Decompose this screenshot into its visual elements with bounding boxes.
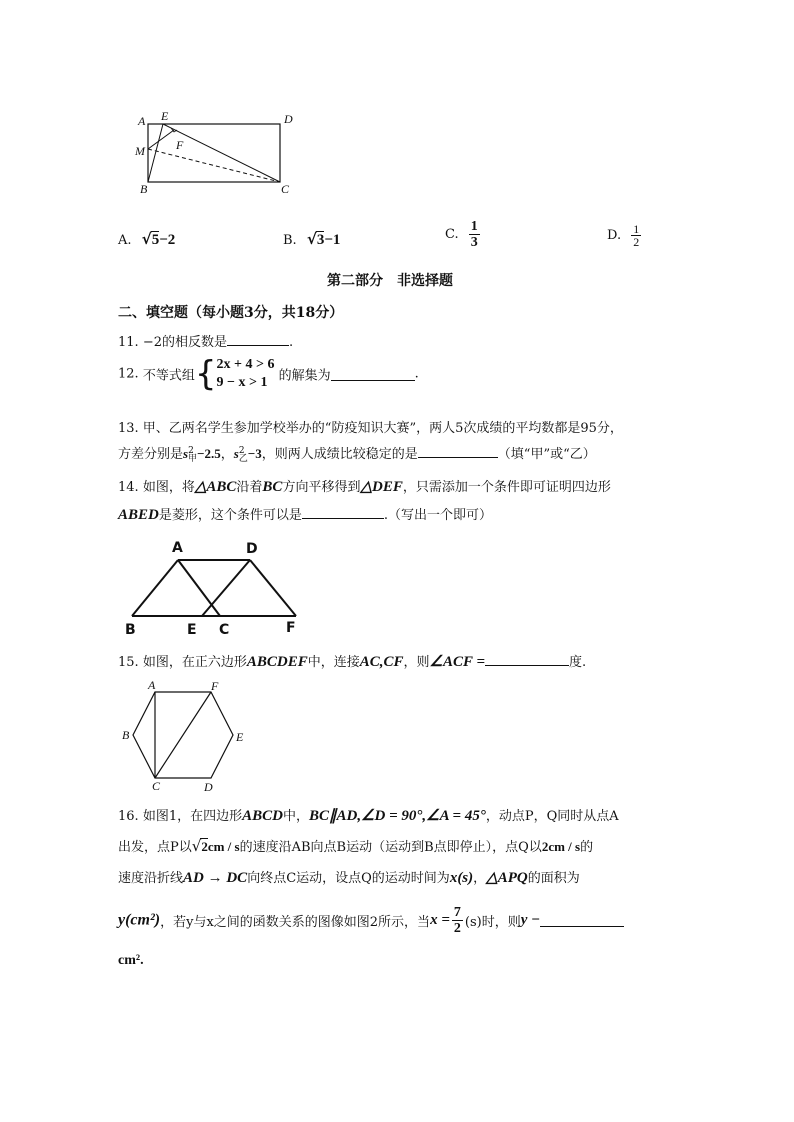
question-13-line2: 方差分别是s 2 甲 −2.5，s 2 乙 −3，则两人成绩比较稳定的是 （填“甲”或“乙） [118,445,596,464]
question-14-line1: 14. 如图，将△ABC沿着BC方向平移得到△DEF，只需添加一个条件即可证明四边形 [118,479,611,495]
answer-blank-12[interactable] [331,368,415,381]
question-16-line4: y(cm²)，若y与x之间的函数关系的图像如图2所示，当x = $\frac{7}{2}$ (s)时，则y − [118,905,624,936]
s-jia-scripts: 2 甲 [188,445,198,464]
translated-triangles-diagram [120,538,310,642]
option-d: D. $\frac{1}{2}$ [607,222,640,249]
label-e: E [161,109,169,123]
label-e: E [236,730,244,744]
fraction-one-third: $\frac{1}{3}$ [470,219,478,250]
label-d: D [284,112,293,126]
label-b: B [140,182,148,196]
fraction-one-half: $\frac{1}{2}$ [633,222,640,249]
label-b: B [125,622,136,638]
hexagon-figure [118,680,258,796]
label-e: E [187,622,197,638]
question-11: 11. −2的相反数是 . [118,335,294,350]
question-13-line1: 13. 甲、乙两名学生参加学校举办的“防疫知识大赛”，两人5次成绩的平均数都是95分， [118,421,623,436]
label-b: B [122,728,130,742]
label-c: C [152,779,161,793]
label-f: F [286,620,296,636]
question-12: 12. 不等式组{ 2x + 4 > 6 9 − x > 1 的解集为 . [118,354,419,394]
s-yi-scripts: 2 乙 [238,445,248,464]
answer-blank-15[interactable] [485,653,569,666]
answer-blank-13[interactable] [418,445,498,458]
option-b: B. √3−1 [283,230,341,248]
inequality-system: 2x + 4 > 6 9 − x > 1 [216,357,275,390]
label-d: D [204,780,213,794]
label-a: A [138,114,146,128]
question-16-line1: 16. 如图1，在四边形ABCD中，BC∥AD,∠D = 90°,∠A = 45°，动点P，Q同时从点A [118,808,619,824]
fraction-seven-halves: $\frac{7}{2}$ [453,905,461,936]
rectangle-figure [130,108,300,200]
part2-heading: 第二部分 非选择题 [327,273,453,289]
label-c: C [281,182,290,196]
left-brace: { [194,354,217,394]
answer-blank-16[interactable] [540,914,624,927]
question-16-line5: cm². [118,953,144,968]
label-f: F [211,679,219,693]
answer-blank-14[interactable] [302,506,384,519]
trapezoid-figure [120,538,310,642]
question-15: 15. 如图，在正六边形ABCDEF中，连接AC,CF，则∠ACF = 度. [118,654,587,670]
answer-blank-11[interactable] [227,333,289,346]
option-a: A. √5−2 [118,230,176,248]
label-a: A [148,678,156,692]
section2-heading: 二、填空题（每小题3分，共18分） [118,305,344,321]
label-a: A [172,540,183,556]
question-16-line2: 出发，点P以√2cm / s的速度沿AB向点B运动（运动到B点即停止），点Q以2cm / s的 [118,837,594,855]
label-f: F [176,138,184,152]
option-c: C. $\frac{1}{3}$ [445,219,478,250]
rectangle-diagram [130,108,300,200]
question-16-line3: 速度沿折线AD → DC向终点C运动，设点Q的运动时间为x(s)，△APQ的面积为 [118,870,580,886]
label-c: C [219,622,230,638]
label-m: M [135,144,145,158]
label-d: D [246,541,258,557]
question-14-line2: ABED是菱形，这个条件可以是 .（写出一个即可） [118,507,493,523]
